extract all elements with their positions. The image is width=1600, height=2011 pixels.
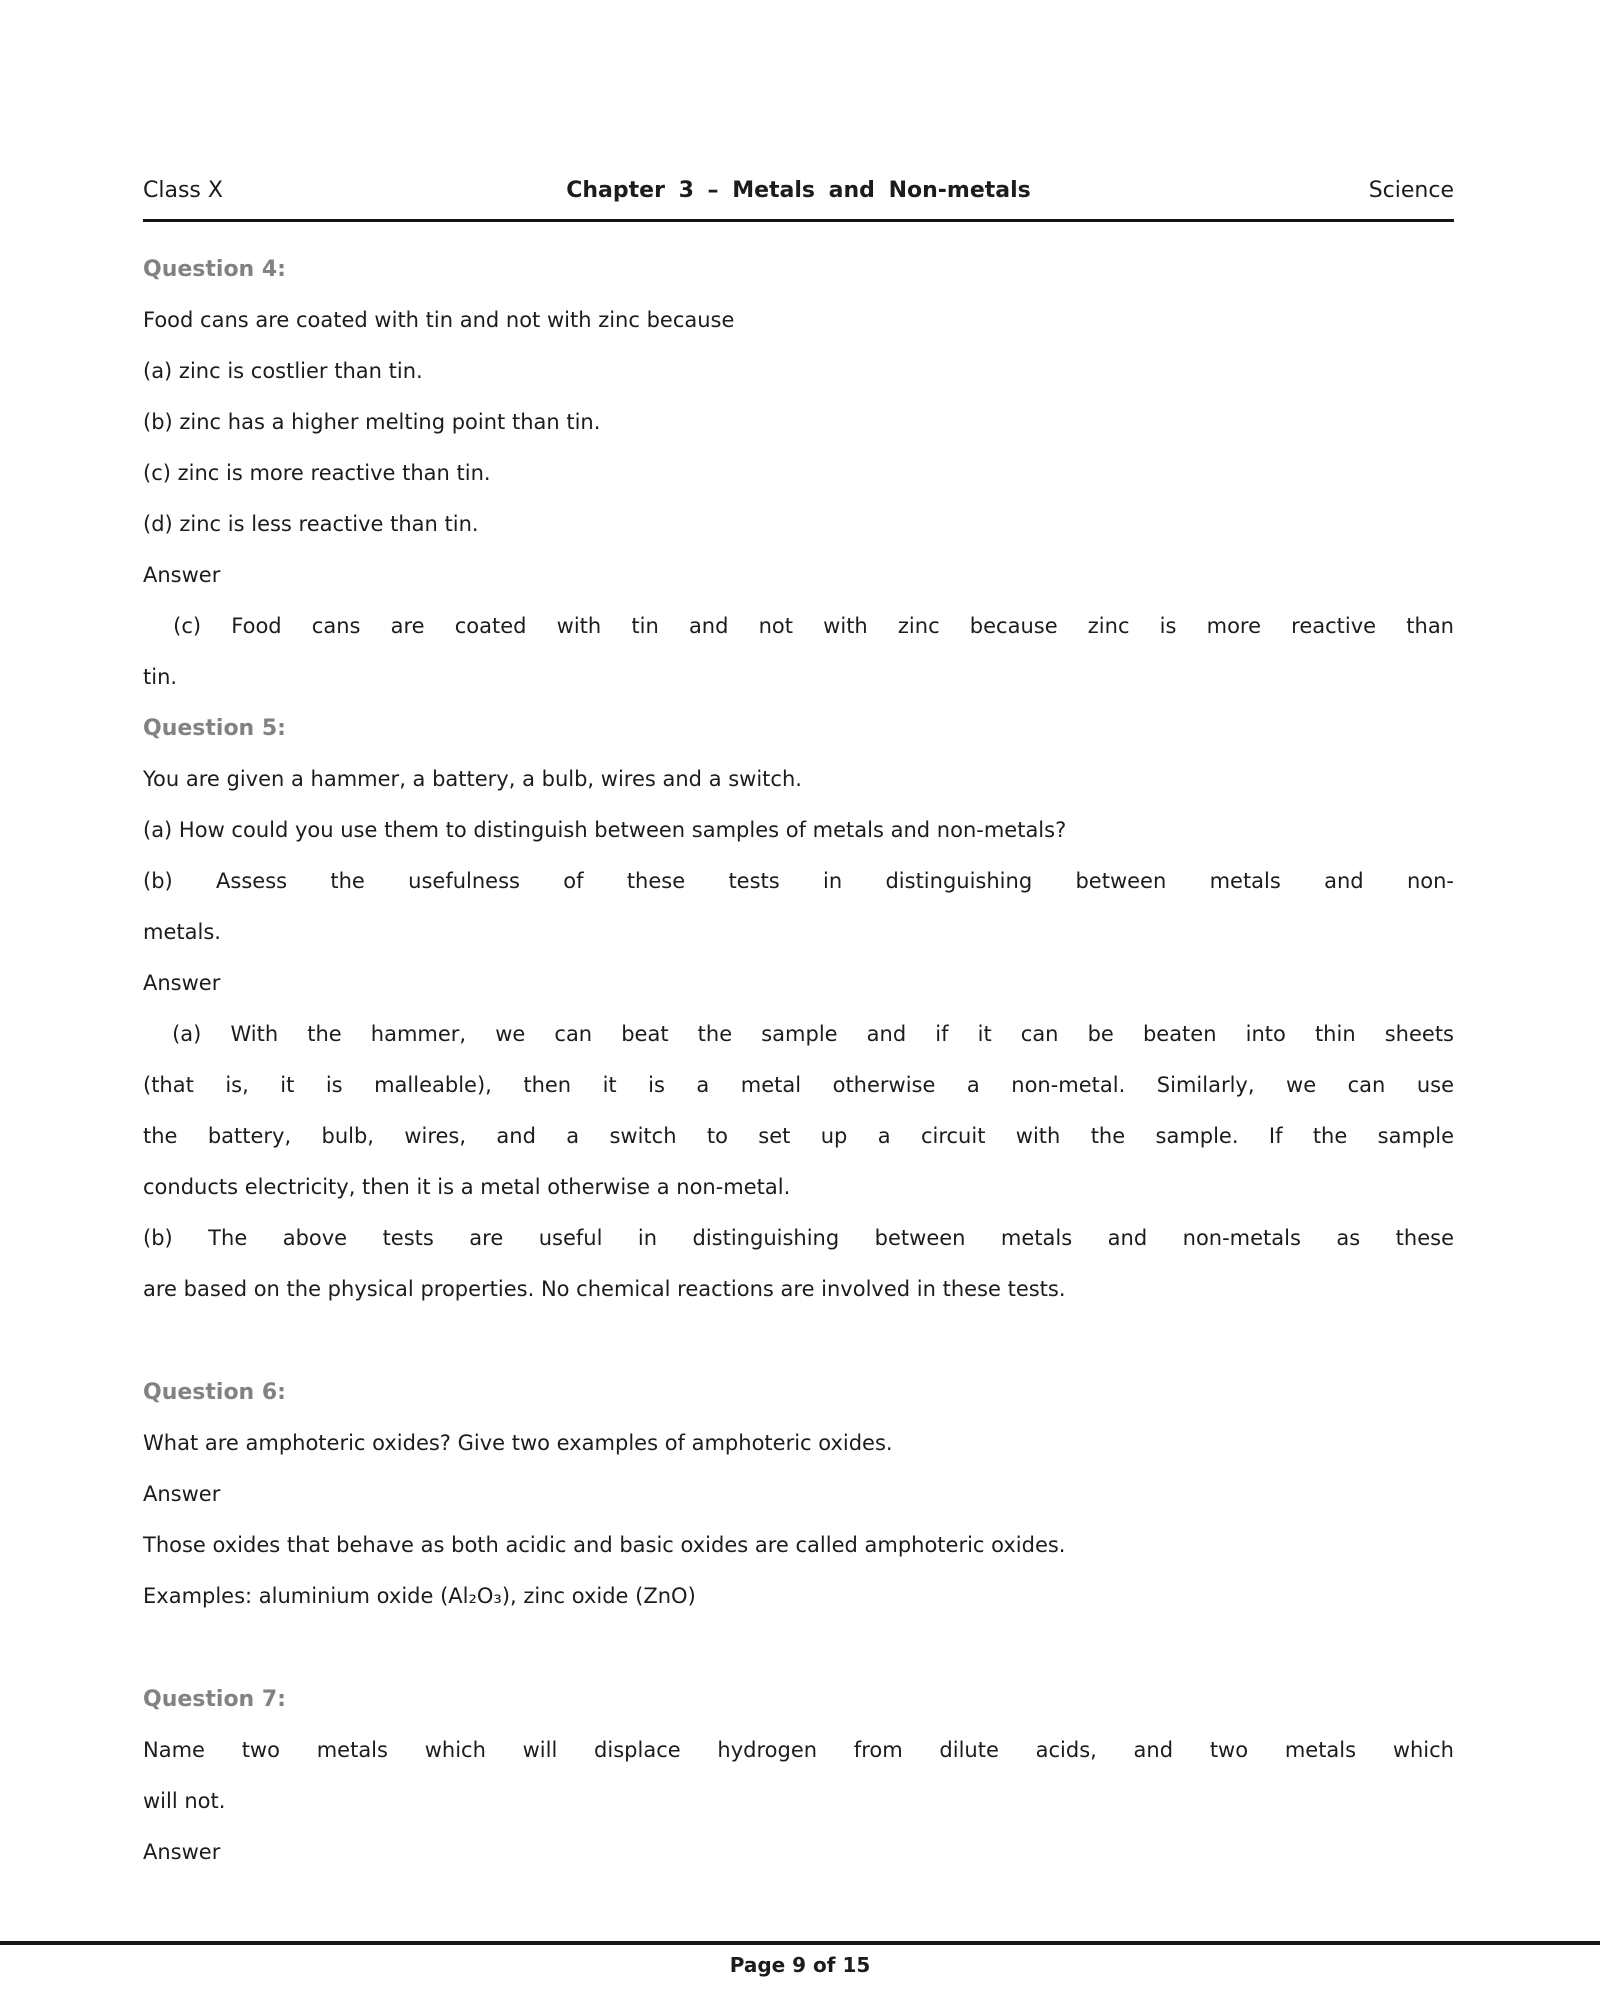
- question-4-option-a: (a) zinc is costlier than tin.: [143, 359, 423, 383]
- answer-5a-line-3: the battery, bulb, wires, and a switch to set up a circuit with the sample. If the sample: [143, 1124, 1454, 1148]
- question-5-heading: Question 5:: [143, 716, 286, 741]
- page-body: [143, 244, 1454, 1878]
- answer-6-line-1: Those oxides that behave as both acidic and basic oxides are called amphoteric oxides.: [143, 1533, 1066, 1557]
- question-5-part-a: (a) How could you use them to distinguish between samples of metals and non-metals?: [143, 818, 1067, 842]
- answer-4-line-2: tin.: [143, 665, 178, 689]
- page-header: [143, 178, 1454, 203]
- answer-5-label: Answer: [143, 971, 221, 995]
- answer-5b-line-1: (b) The above tests are useful in distinguishing between metals and non-metals as these: [143, 1226, 1454, 1250]
- blank-line: [143, 1622, 1454, 1674]
- answer-4-line-1: (c) Food cans are coated with tin and not with zinc because zinc is more reactive than: [143, 614, 1454, 638]
- question-5-text: You are given a hammer, a battery, a bulb, wires and a switch.: [143, 767, 802, 791]
- answer-5b-line-2: are based on the physical properties. No chemical reactions are involved in these tests.: [143, 1277, 1066, 1301]
- question-4-text: Food cans are coated with tin and not with zinc because: [143, 308, 735, 332]
- question-4-option-d: (d) zinc is less reactive than tin.: [143, 512, 479, 536]
- answer-6-line-2: Examples: aluminium oxide (Al₂O₃), zinc oxide (ZnO): [143, 1584, 696, 1608]
- question-6-text: What are amphoteric oxides? Give two examples of amphoteric oxides.: [143, 1431, 893, 1455]
- answer-5a-line-2: (that is, it is malleable), then it is a metal otherwise a non-metal. Similarly, we can use: [143, 1073, 1454, 1097]
- footer-divider: [0, 1941, 1600, 1945]
- question-5-part-b-line-1: (b) Assess the usefulness of these tests in distinguishing between metals and non-: [143, 869, 1454, 893]
- question-7-text-line-1: Name two metals which will displace hydrogen from dilute acids, and two metals which: [143, 1738, 1454, 1762]
- answer-4-label: Answer: [143, 563, 221, 587]
- answer-5a-line-1: (a) With the hammer, we can beat the sample and if it can be beaten into thin sheets: [143, 1022, 1454, 1046]
- question-6-heading: Question 6:: [143, 1380, 286, 1405]
- header-divider: [143, 219, 1454, 222]
- question-4-option-c: (c) zinc is more reactive than tin.: [143, 461, 491, 485]
- question-4-heading: Question 4:: [143, 257, 286, 282]
- question-7-heading: Question 7:: [143, 1687, 286, 1712]
- question-7-text-line-2: will not.: [143, 1789, 226, 1813]
- blank-line: [143, 1315, 1454, 1367]
- question-4-option-b: (b) zinc has a higher melting point than tin.: [143, 410, 601, 434]
- question-5-part-b-line-2: metals.: [143, 920, 221, 944]
- header-class-label: Class X: [143, 178, 223, 203]
- answer-6-label: Answer: [143, 1482, 221, 1506]
- page-number: Page 9 of 15: [729, 1953, 871, 1977]
- header-chapter-title: Chapter 3 – Metals and Non-metals: [566, 178, 1031, 203]
- header-subject-label: Science: [1368, 178, 1454, 203]
- answer-7-label: Answer: [143, 1840, 221, 1864]
- answer-5a-line-4: conducts electricity, then it is a metal otherwise a non-metal.: [143, 1175, 791, 1199]
